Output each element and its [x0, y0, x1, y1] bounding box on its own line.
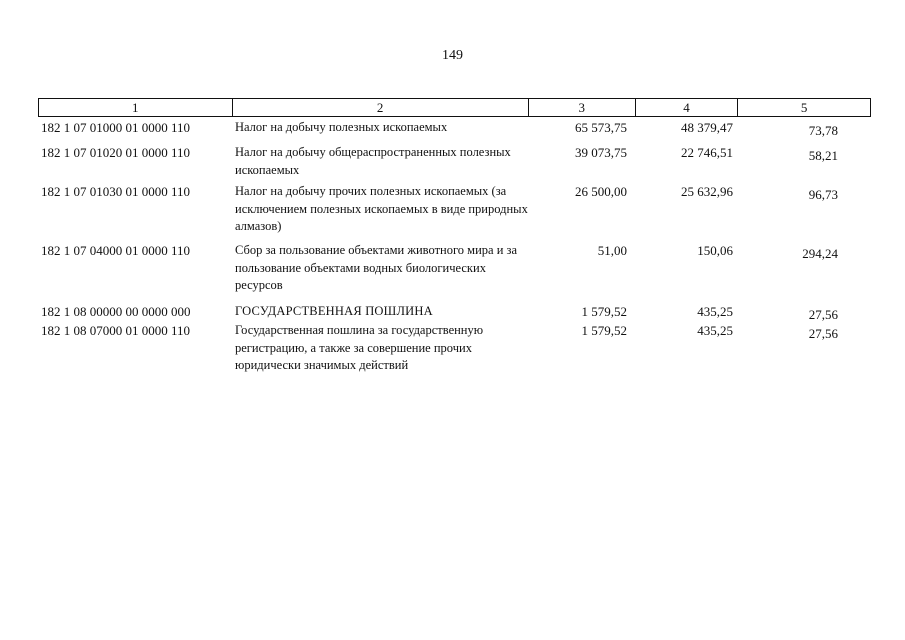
- row-value-4: 25 632,96: [681, 184, 733, 199]
- row-value-4: 22 746,51: [681, 145, 733, 160]
- row-value-3: 1 579,52: [581, 304, 627, 319]
- column-header-3: 3: [529, 99, 636, 116]
- row-name: ГОСУДАРСТВЕННАЯ ПОШЛИНА: [235, 304, 433, 318]
- row-value-5: 58,21: [808, 148, 838, 163]
- row-name: Государственная пошлина за государственную регистрацию, а также за совершение прочих юридически значимых действий: [235, 323, 484, 372]
- row-value-4: 48 379,47: [681, 120, 733, 135]
- row-value-3: 51,00: [597, 243, 627, 258]
- row-value-5: 294,24: [802, 246, 838, 261]
- budget-table: [38, 98, 871, 372]
- row-value-3: 65 573,75: [575, 120, 627, 135]
- row-code: 182 1 08 07000 01 0000 110: [41, 323, 191, 338]
- row-value-4: 435,25: [697, 304, 733, 319]
- table-header-row: [38, 98, 871, 117]
- row-name: Налог на добычу прочих полезных ископаемых (за исключением полезных ископаемых в виде природных алмазов): [235, 184, 528, 233]
- row-value-3: 26 500,00: [575, 184, 627, 199]
- row-value-3: 1 579,52: [581, 323, 627, 338]
- row-value-5: 27,56: [808, 326, 838, 341]
- row-value-4: 150,06: [697, 243, 733, 258]
- row-code: 182 1 07 01000 01 0000 110: [41, 120, 191, 135]
- row-value-5: 27,56: [808, 307, 838, 322]
- row-name: Сбор за пользование объектами животного мира и за пользование объектами водных биологических ресурсов: [235, 243, 518, 292]
- row-value-4: 435,25: [697, 323, 733, 338]
- column-header-4: 4: [636, 99, 739, 116]
- row-code: 182 1 07 01020 01 0000 110: [41, 145, 191, 160]
- row-code: 182 1 07 04000 01 0000 110: [41, 243, 191, 258]
- row-name: Налог на добычу общераспространенных полезных ископаемых: [235, 145, 511, 177]
- page-number: 149: [442, 48, 463, 63]
- column-header-2: 2: [233, 99, 529, 116]
- column-header-1: 1: [39, 99, 233, 116]
- row-code: 182 1 07 01030 01 0000 110: [41, 184, 191, 199]
- row-name: Налог на добычу полезных ископаемых: [235, 120, 448, 134]
- row-value-5: 73,78: [808, 123, 838, 138]
- row-value-5: 96,73: [808, 187, 838, 202]
- row-value-3: 39 073,75: [575, 145, 627, 160]
- column-header-5: 5: [800, 100, 808, 115]
- row-code: 182 1 08 00000 00 0000 000: [41, 304, 191, 319]
